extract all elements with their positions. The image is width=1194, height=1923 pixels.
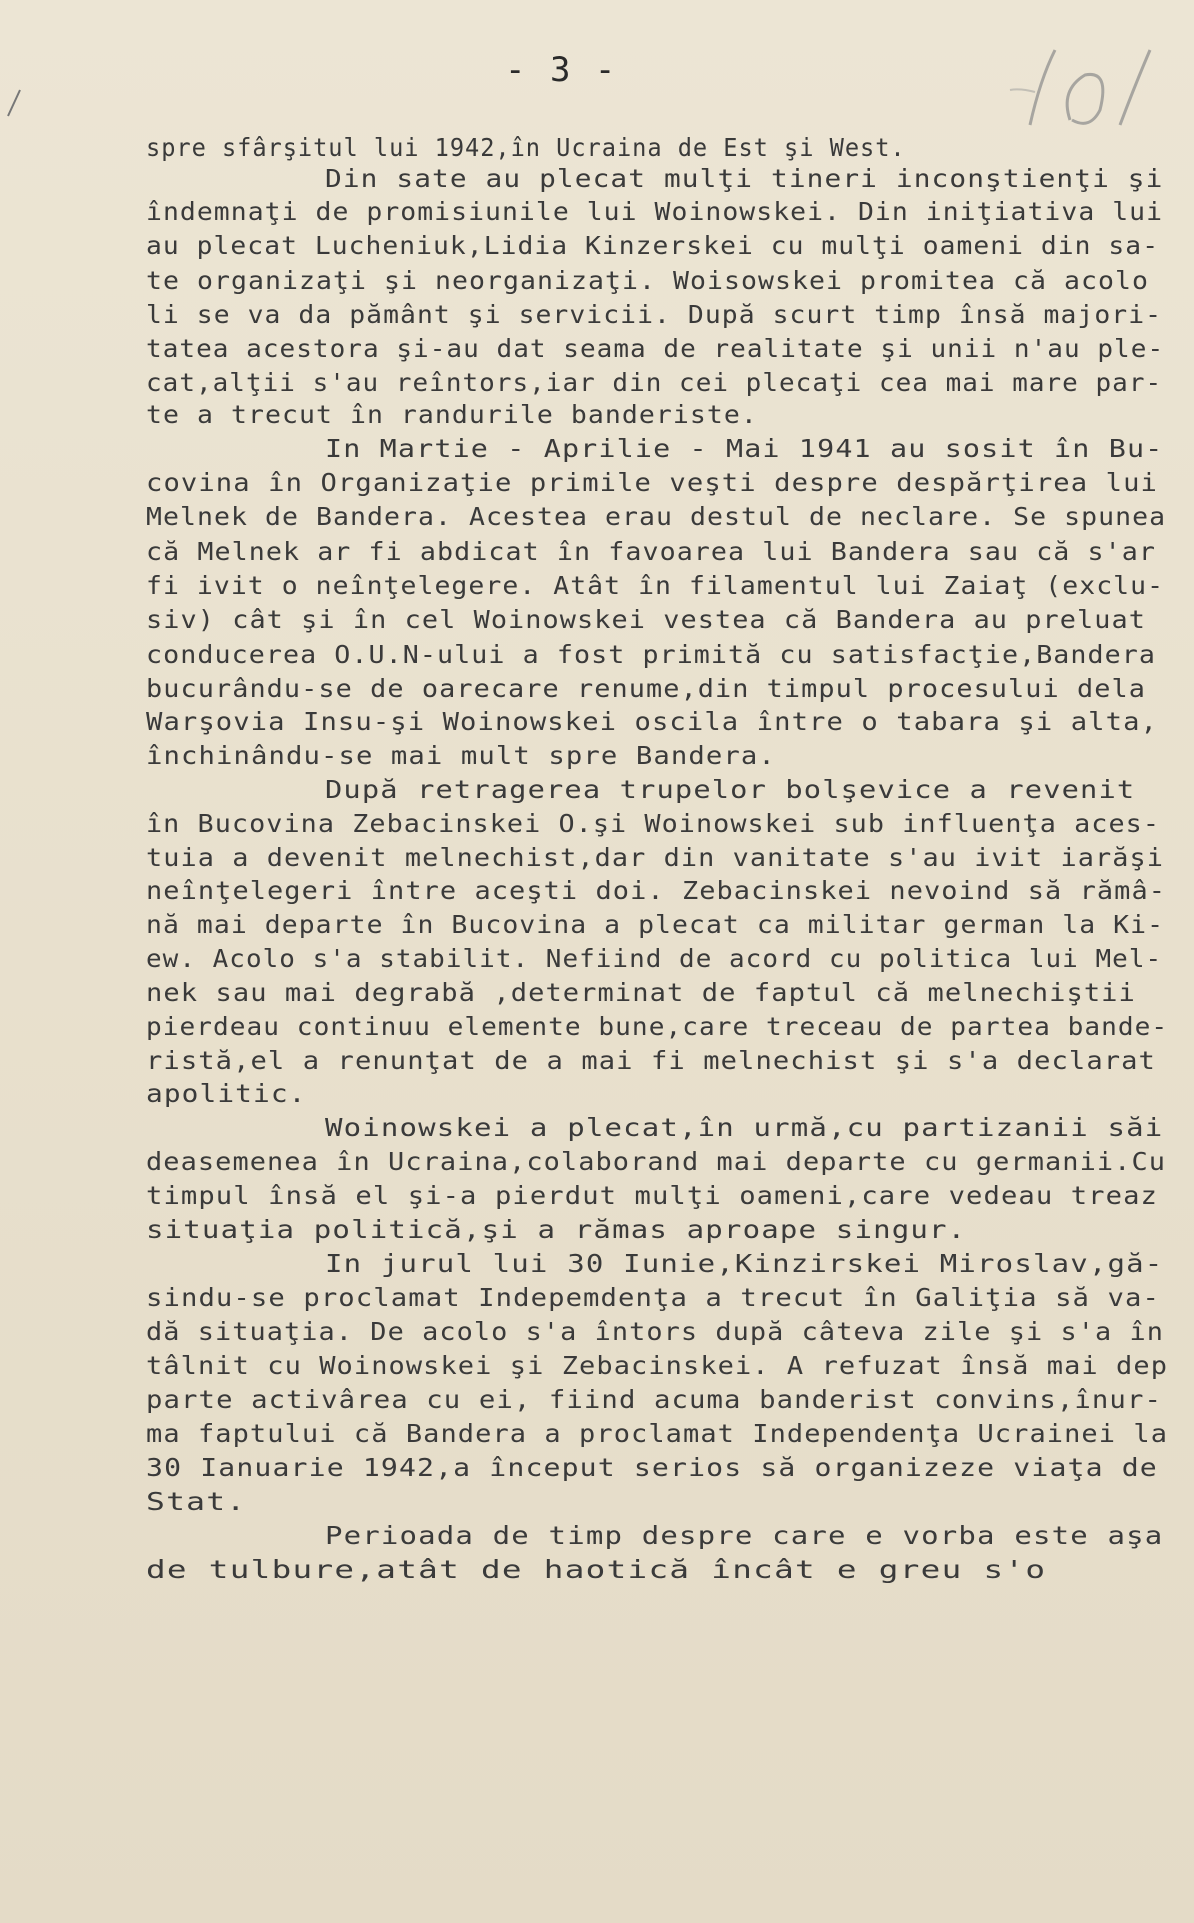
text-line: li se va da pământ şi servicii. După scurt timp însă majori- [146,300,1163,329]
text-line: parte activârea cu ei, fiind acuma banderist convins,înur- [146,1385,1162,1414]
text-line: au plecat Lucheniuk,Lidia Kinzerskei cu mulţi oameni din sa- [146,231,1160,260]
text-line: După retragerea trupelor bolşevice a revenit [325,775,1136,804]
text-line: deasemenea în Ucraina,colaborand mai departe cu germanii.Cu [146,1147,1167,1176]
text-line: Woinowskei a plecat,în urmă,cu partizanii săi [325,1113,1164,1142]
text-line: 30 Ianuarie 1942,a început serios să organizeze viaţa de [146,1453,1158,1482]
text-line: în Bucovina Zebacinskei O.şi Woinowskei sub influenţa aces- [146,809,1161,838]
text-line: Stat. [146,1487,247,1516]
text-line: Perioada de timp despre care e vorba este aşa [325,1521,1164,1550]
page-number: - 3 - [505,50,618,90]
text-line: cat,alţii s'au reîntors,iar din cei plecaţi cea mai mare par- [146,368,1163,397]
text-line: covina în Organizaţie primile veşti despre despărţirea lui [146,468,1158,497]
text-line: situaţia politică,şi a rămas aproape singur. [146,1215,967,1244]
text-line: ristă,el a renunţat de a mai fi melnechist şi s'a declarat [146,1046,1156,1075]
text-line: tuia a devenit melnechist,dar din vanitate s'au ivit iarăşi [146,843,1165,872]
text-line: In Martie - Aprilie - Mai 1941 au sosit în Bu- [325,434,1164,463]
text-line: bucurându-se de oarecare renume,din timpul procesului dela [146,674,1146,703]
text-line: fi ivit o neînţelegere. Atât în filamentul lui Zaiaţ (exclu- [146,571,1165,600]
text-line: Melnek de Bandera. Acestea erau destul de neclare. Se spunea [146,502,1167,531]
text-line: neînţelegeri între aceşti doi. Zebacinskei nevoind să rămâ- [146,876,1167,905]
text-line: spre sfârşitul lui 1942,în Ucraina de Est şi West. [146,133,906,162]
text-line: te a trecut în randurile banderiste. [146,400,758,429]
text-line: închinându-se mai mult spre Bandera. [146,741,776,770]
text-line: In jurul lui 30 Iunie,Kinzirskei Miroslav,gă- [325,1249,1164,1278]
text-line: timpul însă el şi-a pierdut mulţi oameni,care vedeau treaz [146,1181,1158,1210]
text-line: ma faptului că Bandera a proclamat Independenţa Ucrainei la [146,1419,1169,1448]
text-line: nă mai departe în Bucovina a plecat ca militar german la Ki- [146,910,1165,939]
text-line: pierdeau continuu elemente bune,care treceau de partea bande- [146,1012,1169,1041]
text-line: nek sau mai degrabă ,determinat de faptul că melnechiştii [146,978,1136,1007]
text-line: te organizaţi şi neorganizaţi. Woisowskei promitea că acolo [146,266,1150,295]
text-line: tatea acestora şi-au dat seama de realitate şi unii n'au ple- [146,334,1165,363]
text-line: Warşovia Insu-şi Woinowskei oscila între o tabara şi alta, [146,707,1158,736]
text-line: îndemnaţi de promisiunile lui Woinowskei. Din iniţiativa lui [146,197,1164,226]
text-line: ew. Acolo s'a stabilit. Nefiind de acord cu politica lui Mel- [146,944,1163,973]
text-line: tâlnit cu Woinowskei şi Zebacinskei. A refuzat însă mai dep [146,1351,1169,1380]
text-line: siv) cât şi în cel Woinowskei vestea că Bandera au preluat [146,605,1146,634]
text-line: Din sate au plecat mulţi tineri inconştienţi şi [325,164,1164,193]
text-line: conducerea O.U.N-ului a fost primită cu satisfacţie,Bandera [146,640,1157,669]
text-line: apolitic. [146,1079,307,1108]
text-line: sindu-se proclamat Indepemdenţa a trecut în Galiţia să va- [146,1283,1160,1312]
text-line: că Melnek ar fi abdicat în favoarea lui Bandera sau că s'ar [146,537,1157,566]
text-line: de tulbure,atât de haotică încât e greu s'o [146,1555,1047,1584]
text-line: dă situaţia. De acolo s'a întors după câteva zile şi s'a în [146,1317,1165,1346]
